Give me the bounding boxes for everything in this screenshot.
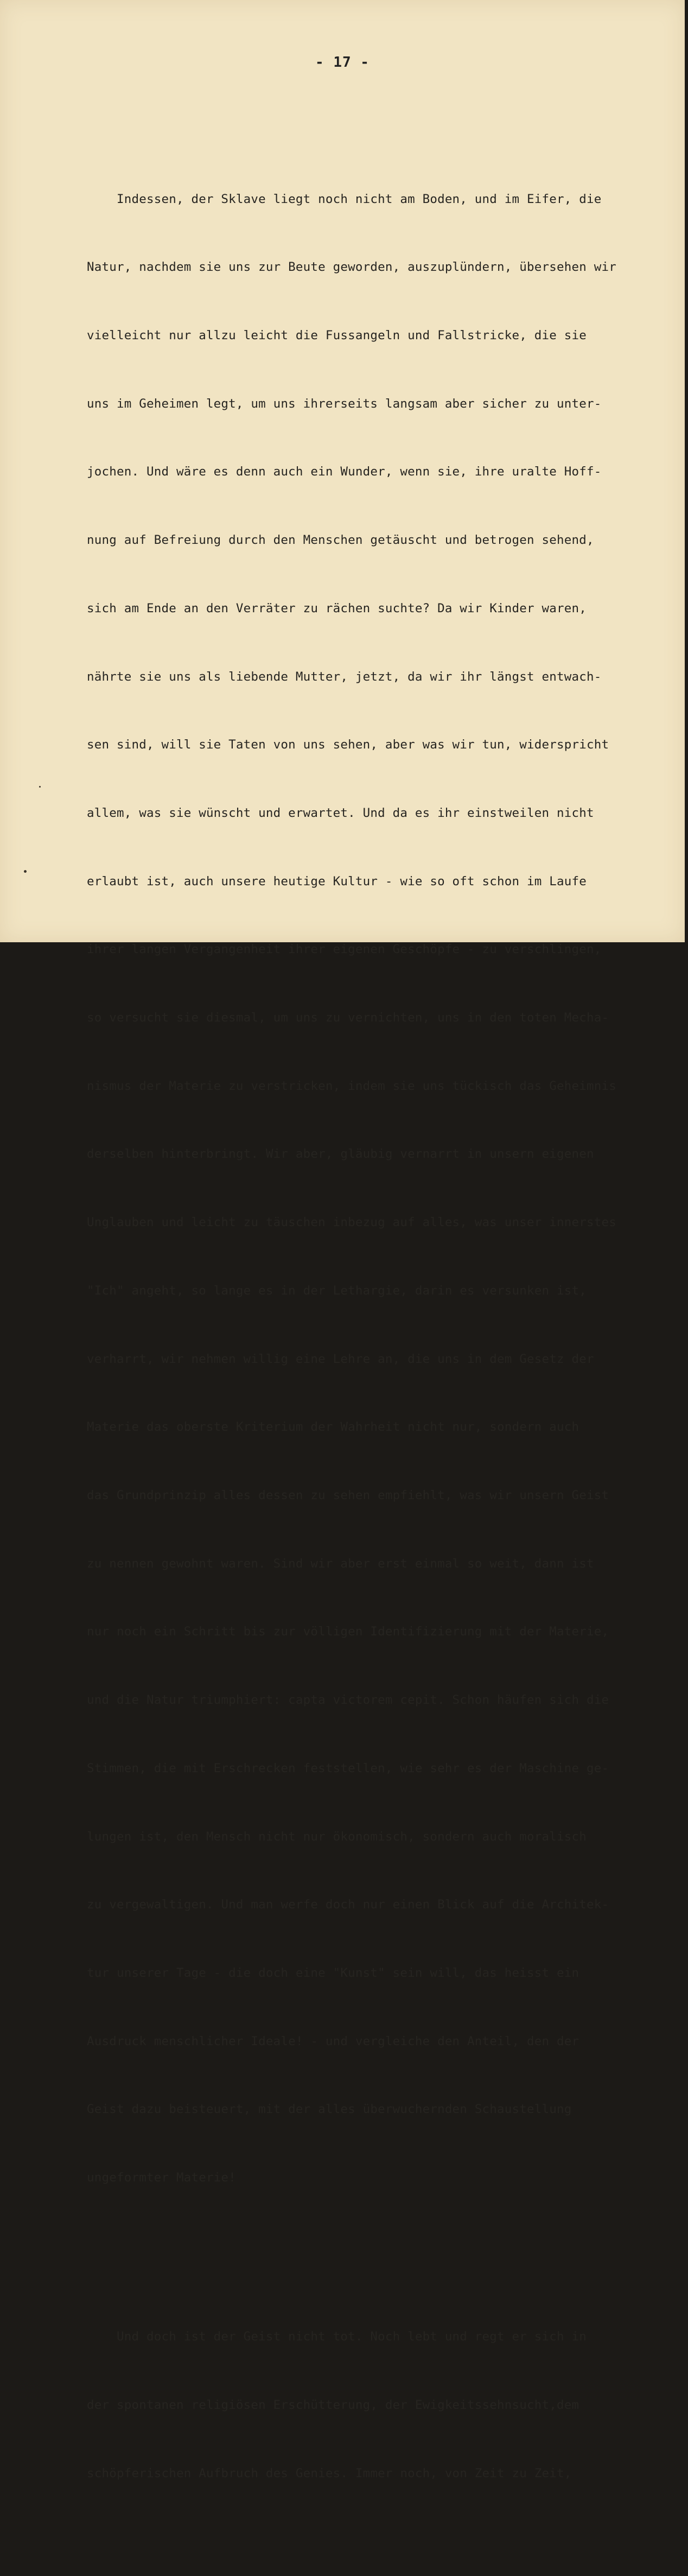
paragraph [87, 143, 678, 2235]
text-line: Materie das oberste Kriterium der Wahrheit nicht nur, sondern auch [87, 1420, 579, 1435]
text-line: zu vergewaltigen. Und man werfe doch nur einen Blick auf die Architek- [87, 1898, 609, 1912]
text-line: Stimmen, die mit Erschrecken feststellen, wie sehr es der Maschine ge- [87, 1761, 609, 1775]
text-line: allem, was sie wünscht und erwartet. Und da es ihr einstweilen nicht [87, 805, 594, 820]
text-line: ihrer langen Vergangenheit ihrer eigenen Geschöpfe - zu verschlingen, [87, 942, 602, 957]
text-line: nismus der Materie zu verstricken, indem sie uns tückisch das Geheimnis [87, 1078, 616, 1093]
text-line: tur unserer Tage - die doch eine "Kunst" sein will, das heisst ein [87, 1965, 579, 1980]
page-number: - 17 - [315, 54, 370, 71]
text-line: so versucht sie diesmal, um uns zu vernichten, uns in den toten Mecha- [87, 1011, 609, 1025]
text-line: sen sind, will sie Taten von uns sehen, aber was wir tun, widerspricht [87, 738, 609, 752]
text-line: "Ich" angeht, so lange es in der Lethargie, darin es versunken ist, [87, 1283, 587, 1298]
text-line: uns im Geheimen legt, um uns ihrerseits langsam aber sicher zu unter- [87, 396, 602, 411]
text-line: Ausdruck menschlicher Ideale! - und vergleiche den Anteil, den der [87, 2034, 579, 2048]
page-body [87, 97, 678, 2576]
text-line: Indessen, der Sklave liegt noch nicht am Boden, und im Eifer, die [87, 192, 602, 206]
paragraph [87, 2281, 678, 2531]
text-line: der spontanen religiösen Erschütterung, der Ewigkeitssehnsucht,dem [87, 2398, 579, 2413]
text-line: Und doch ist der Geist nicht tot. Noch lebt und regt er sich in [87, 2330, 587, 2344]
text-line: lungen ist, den Mensch nicht nur ökonomisch, sondern auch moralisch [87, 1829, 587, 1844]
text-line: und die Natur triumphiert: capta victorem cepit. Schon häufen sich die [87, 1693, 609, 1708]
text-line: derselben hinterbringt. Wir aber, gläubig vernarrt in unsern eigenen [87, 1147, 594, 1162]
text-line: nung auf Befreiung durch den Menschen getäuscht und betrogen sehend, [87, 533, 594, 548]
text-line: das Grundprinzip alles dessen zu sehen empfiehlt, was wir unsern Geist [87, 1488, 609, 1502]
paper-speck [24, 870, 27, 873]
text-line: Unglauben und leicht zu täuschen inbezug auf alles, was unser innerstes [87, 1215, 616, 1230]
text-line: Geist dazu beisteuert, mit der alles überwuchernden Schaustellung [87, 2102, 572, 2117]
text-line: verharrt, wir nehmen willig eine Lehre an, die uns in dem Gesetz der [87, 1352, 594, 1366]
text-line: erlaubt ist, auch unsere heutige Kultur - wie so oft schon im Laufe [87, 874, 587, 889]
text-line: zu nennen gewohnt waren. Sind wir aber erst einmal so weit, dann ist [87, 1556, 594, 1571]
paper-speck [39, 786, 41, 788]
text-line: schöpferischen Aufbruch des Genies. Immer noch, von Zeit zu Zeit, [87, 2466, 572, 2480]
text-line: nährte sie uns als liebende Mutter, jetzt, da wir ihr längst entwach- [87, 669, 602, 684]
text-line: ungeformter Materie! [87, 2171, 236, 2185]
text-line: nur noch ein Schritt bis zur völligen Identifizierung mit der Materie, [87, 1625, 609, 1639]
text-line: jochen. Und wäre es denn auch ein Wunder, wenn sie, ihre uralte Hoff- [87, 465, 602, 479]
text-line: vielleicht nur allzu leicht die Fussangeln und Fallstricke, die sie [87, 328, 587, 343]
text-line: sich am Ende an den Verräter zu rächen suchte? Da wir Kinder waren, [87, 601, 587, 616]
text-line: Natur, nachdem sie uns zur Beute geworden, auszuplündern, übersehen wir [87, 260, 616, 275]
scan-edge [685, 0, 688, 942]
